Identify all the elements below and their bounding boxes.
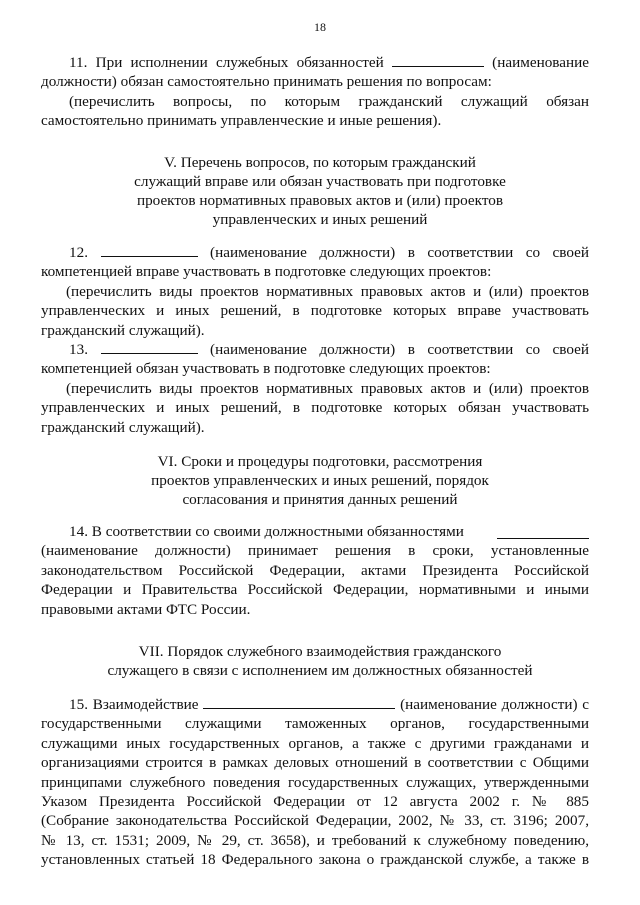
item-12-line-2: компетенцией вправе участвовать в подготовке следующих проектов: (41, 263, 492, 281)
item-15-line-4: организациями строится в рамках деловых отношений в соответствии с Общими (41, 754, 589, 772)
item-11-text-a: При исполнении служебных обязанностей (95, 54, 384, 71)
section-5-line-4: управленческих и иных решений (212, 211, 428, 228)
blank-line (101, 242, 198, 257)
section-6-line-3: согласования и принятия данных решений (182, 491, 458, 508)
item-14-line-2: (наименование должности) принимает решения в сроки, установленные (41, 542, 589, 560)
item-13-number: 13. (69, 341, 88, 358)
item-14-line-5: правовыми актами ФТС России. (41, 600, 251, 618)
item-13 (41, 339, 589, 437)
item-12-line-5: гражданский служащий). (41, 321, 205, 339)
blank-line (101, 339, 198, 354)
page-number: 18 (314, 20, 326, 34)
item-13-line-2: компетенцией обязан участвовать в подготовке следующих проектов: (41, 360, 491, 378)
item-13-text-a: (наименование должности) в соответствии со своей (210, 341, 590, 358)
item-12-line-1 (41, 242, 589, 262)
item-12-text-a: (наименование должности) в соответствии со своей (210, 244, 590, 261)
item-15-line-7: (Собрание законодательства Российской Федерации, 2002, № 33, ст. 3196; 2007, (41, 812, 589, 830)
item-15-line-2: государственными служащими таможенных органов, государственными (41, 715, 589, 733)
blank-line (392, 52, 484, 67)
item-15-line-5: принципами служебного поведения государственных служащих, утвержденными (41, 773, 589, 791)
item-12-line-4: управленческих и иных решений, в подготовке которых вправе участвовать (41, 302, 589, 320)
item-14-line-1 (41, 522, 589, 541)
item-11-number: 11. (69, 54, 88, 71)
item-14-line-3: законодательством Российской Федерации, актами Президента Российской (41, 561, 589, 579)
item-13-line-1 (41, 339, 589, 359)
item-11 (41, 52, 589, 131)
item-13-line-4: управленческих и иных решений, в подготовке которых обязан участвовать (41, 399, 589, 417)
item-15 (41, 694, 589, 870)
item-15-line-8: № 13, ст. 1531; 2009, № 29, ст. 3658), и требований к служебному поведению, (41, 831, 589, 849)
item-12-line-3: (перечислить виды проектов нормативных правовых актов и (или) проектов (66, 282, 589, 300)
item-12-number: 12. (69, 244, 88, 261)
item-11-line-1 (41, 52, 589, 72)
item-14-text: 14. В соответствии со своими должностными обязанностями (69, 523, 464, 540)
blank-line (497, 524, 589, 539)
item-14-line-4: Федерации и Правительства Российской Федерации, нормативными и иными (41, 581, 589, 599)
section-6-line-2: проектов управленческих и иных решений, порядок (151, 472, 489, 489)
section-6-line-1: VI. Сроки и процедуры подготовки, рассмотрения (157, 453, 483, 470)
item-15-line-1 (41, 694, 589, 714)
section-5-line-3: проектов нормативных правовых актов и (или) проектов (136, 192, 504, 209)
item-15-line-3: служащими иных государственных органов, а также с другими гражданами и (41, 734, 589, 752)
item-15-text-a: 15. Взаимодействие (69, 696, 199, 713)
item-15-text-b: (наименование должности) с (400, 696, 590, 713)
section-7-line-2: служащего в связи с исполнением им должностных обязанностей (107, 662, 533, 679)
section-7-line-1: VII. Порядок служебного взаимодействия гражданского (138, 643, 502, 660)
section-5-line-2: служащий вправе или обязан участвовать при подготовке (134, 173, 506, 190)
item-14 (41, 522, 589, 619)
item-13-line-3: (перечислить виды проектов нормативных правовых актов и (или) проектов (66, 379, 589, 397)
section-5-line-1: V. Перечень вопросов, по которым гражданский (164, 154, 476, 171)
item-15-line-6: Указом Президента Российской Федерации от 12 августа 2002 г. № 885 (41, 793, 589, 811)
item-11-line-2: должности) обязан самостоятельно принимать решения по вопросам: (41, 73, 492, 91)
item-15-line-9: установленных статьей 18 Федерального закона о гражданской службе, а также в (41, 851, 589, 869)
item-12 (41, 242, 589, 340)
blank-line (203, 694, 395, 709)
item-11-line-3: (перечислить вопросы, по которым гражданский служащий обязан (69, 92, 589, 110)
item-11-text-b: (наименование (492, 54, 590, 71)
item-11-line-4: самостоятельно принимать управленческие и иные решения). (41, 112, 442, 130)
item-13-line-5: гражданский служащий). (41, 418, 205, 436)
